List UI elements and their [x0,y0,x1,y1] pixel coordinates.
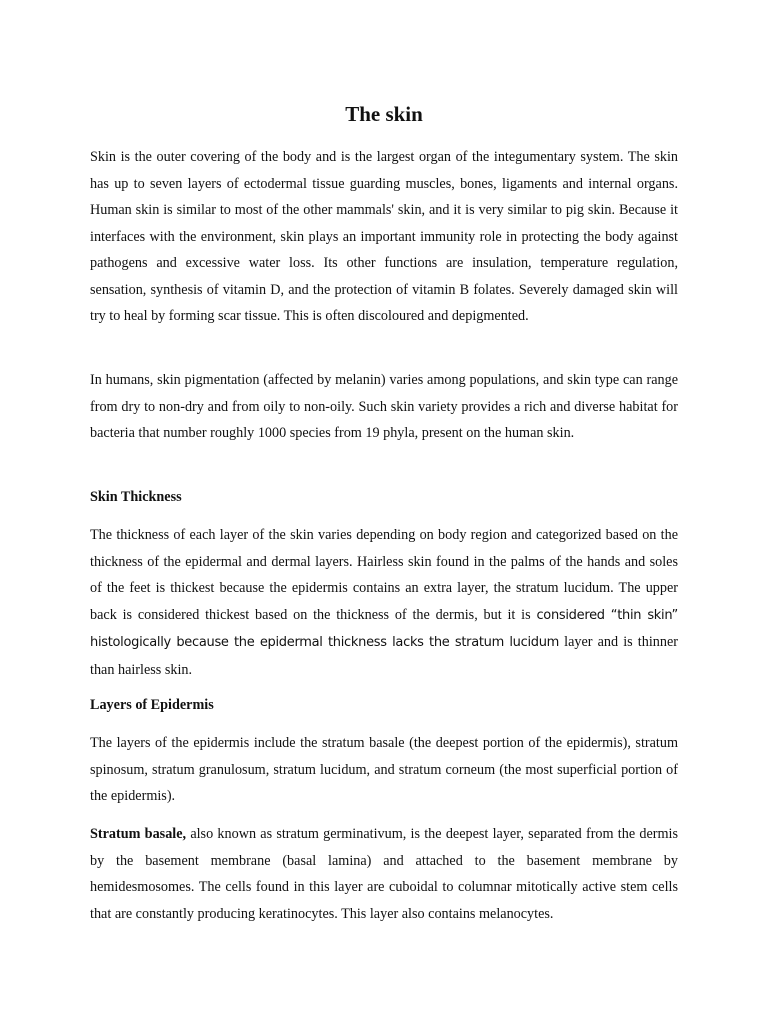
term-stratum-basale: Stratum basale, [90,826,187,842]
paragraph-stratum-basale-text: also known as stratum germinativum, is the deepest layer, separated from the dermis by the basement membrane (basal lamina) and attached to the basement membrane by hemidesmosomes. The cells found in this layer are cuboidal to columnar mitotically active stem cells that are constantly producing keratinocytes. This layer also contains melanocytes. [90,826,678,922]
paragraph-thickness-part-3: layer and is thinner than hairless skin. [90,634,678,678]
paragraph-pigmentation: In humans, skin pigmentation (affected by melanin) varies among populations, and skin type can range from dry to non-dry and from oily to non-oily. Such skin variety provides a rich and diverse habitat for bacteria that number roughly 1000 species from 19 phyla, present on the human skin. [90,372,678,441]
heading-skin-thickness: Skin Thickness [90,489,182,505]
paragraph-thickness-part-2: considered “thin skin” histologically because the epidermal thickness lacks the stratum lucidum [90,607,678,650]
heading-layers-of-epidermis: Layers of Epidermis [90,697,214,713]
paragraph-intro: Skin is the outer covering of the body and is the largest organ of the integumentary system. The skin has up to seven layers of ectodermal tissue guarding muscles, bones, ligaments and internal organs. Human skin is similar to most of the other mammals' skin, and it is very similar to pig skin. Because it interfaces with the environment, skin plays an important immunity role in protecting the body against pathogens and excessive water loss. Its other functions are insulation, temperature regulation, sensation, synthesis of vitamin D, and the protection of vitamin B folates. Severely damaged skin will try to heal by forming scar tissue. This is often discoloured and depigmented. [90,149,678,324]
page-title: The skin [345,102,423,126]
paragraph-thickness-part-1: The thickness of each layer of the skin varies depending on body region and categorized based on the thickness of the epidermal and dermal layers. Hairless skin found in the palms of the hands and soles of the feet is thickest because the epidermis contains an extra layer, the stratum lucidum. The upper back is considered thickest based on the thickness of the dermis, but it is [90,527,678,623]
paragraph-stratum-basale [90,821,678,927]
paragraph-layers: The layers of the epidermis include the stratum basale (the deepest portion of the epidermis), stratum spinosum, stratum granulosum, stratum lucidum, and stratum corneum (the most superficial portion of the epidermis). [90,735,678,804]
paragraph-thickness [90,522,678,683]
